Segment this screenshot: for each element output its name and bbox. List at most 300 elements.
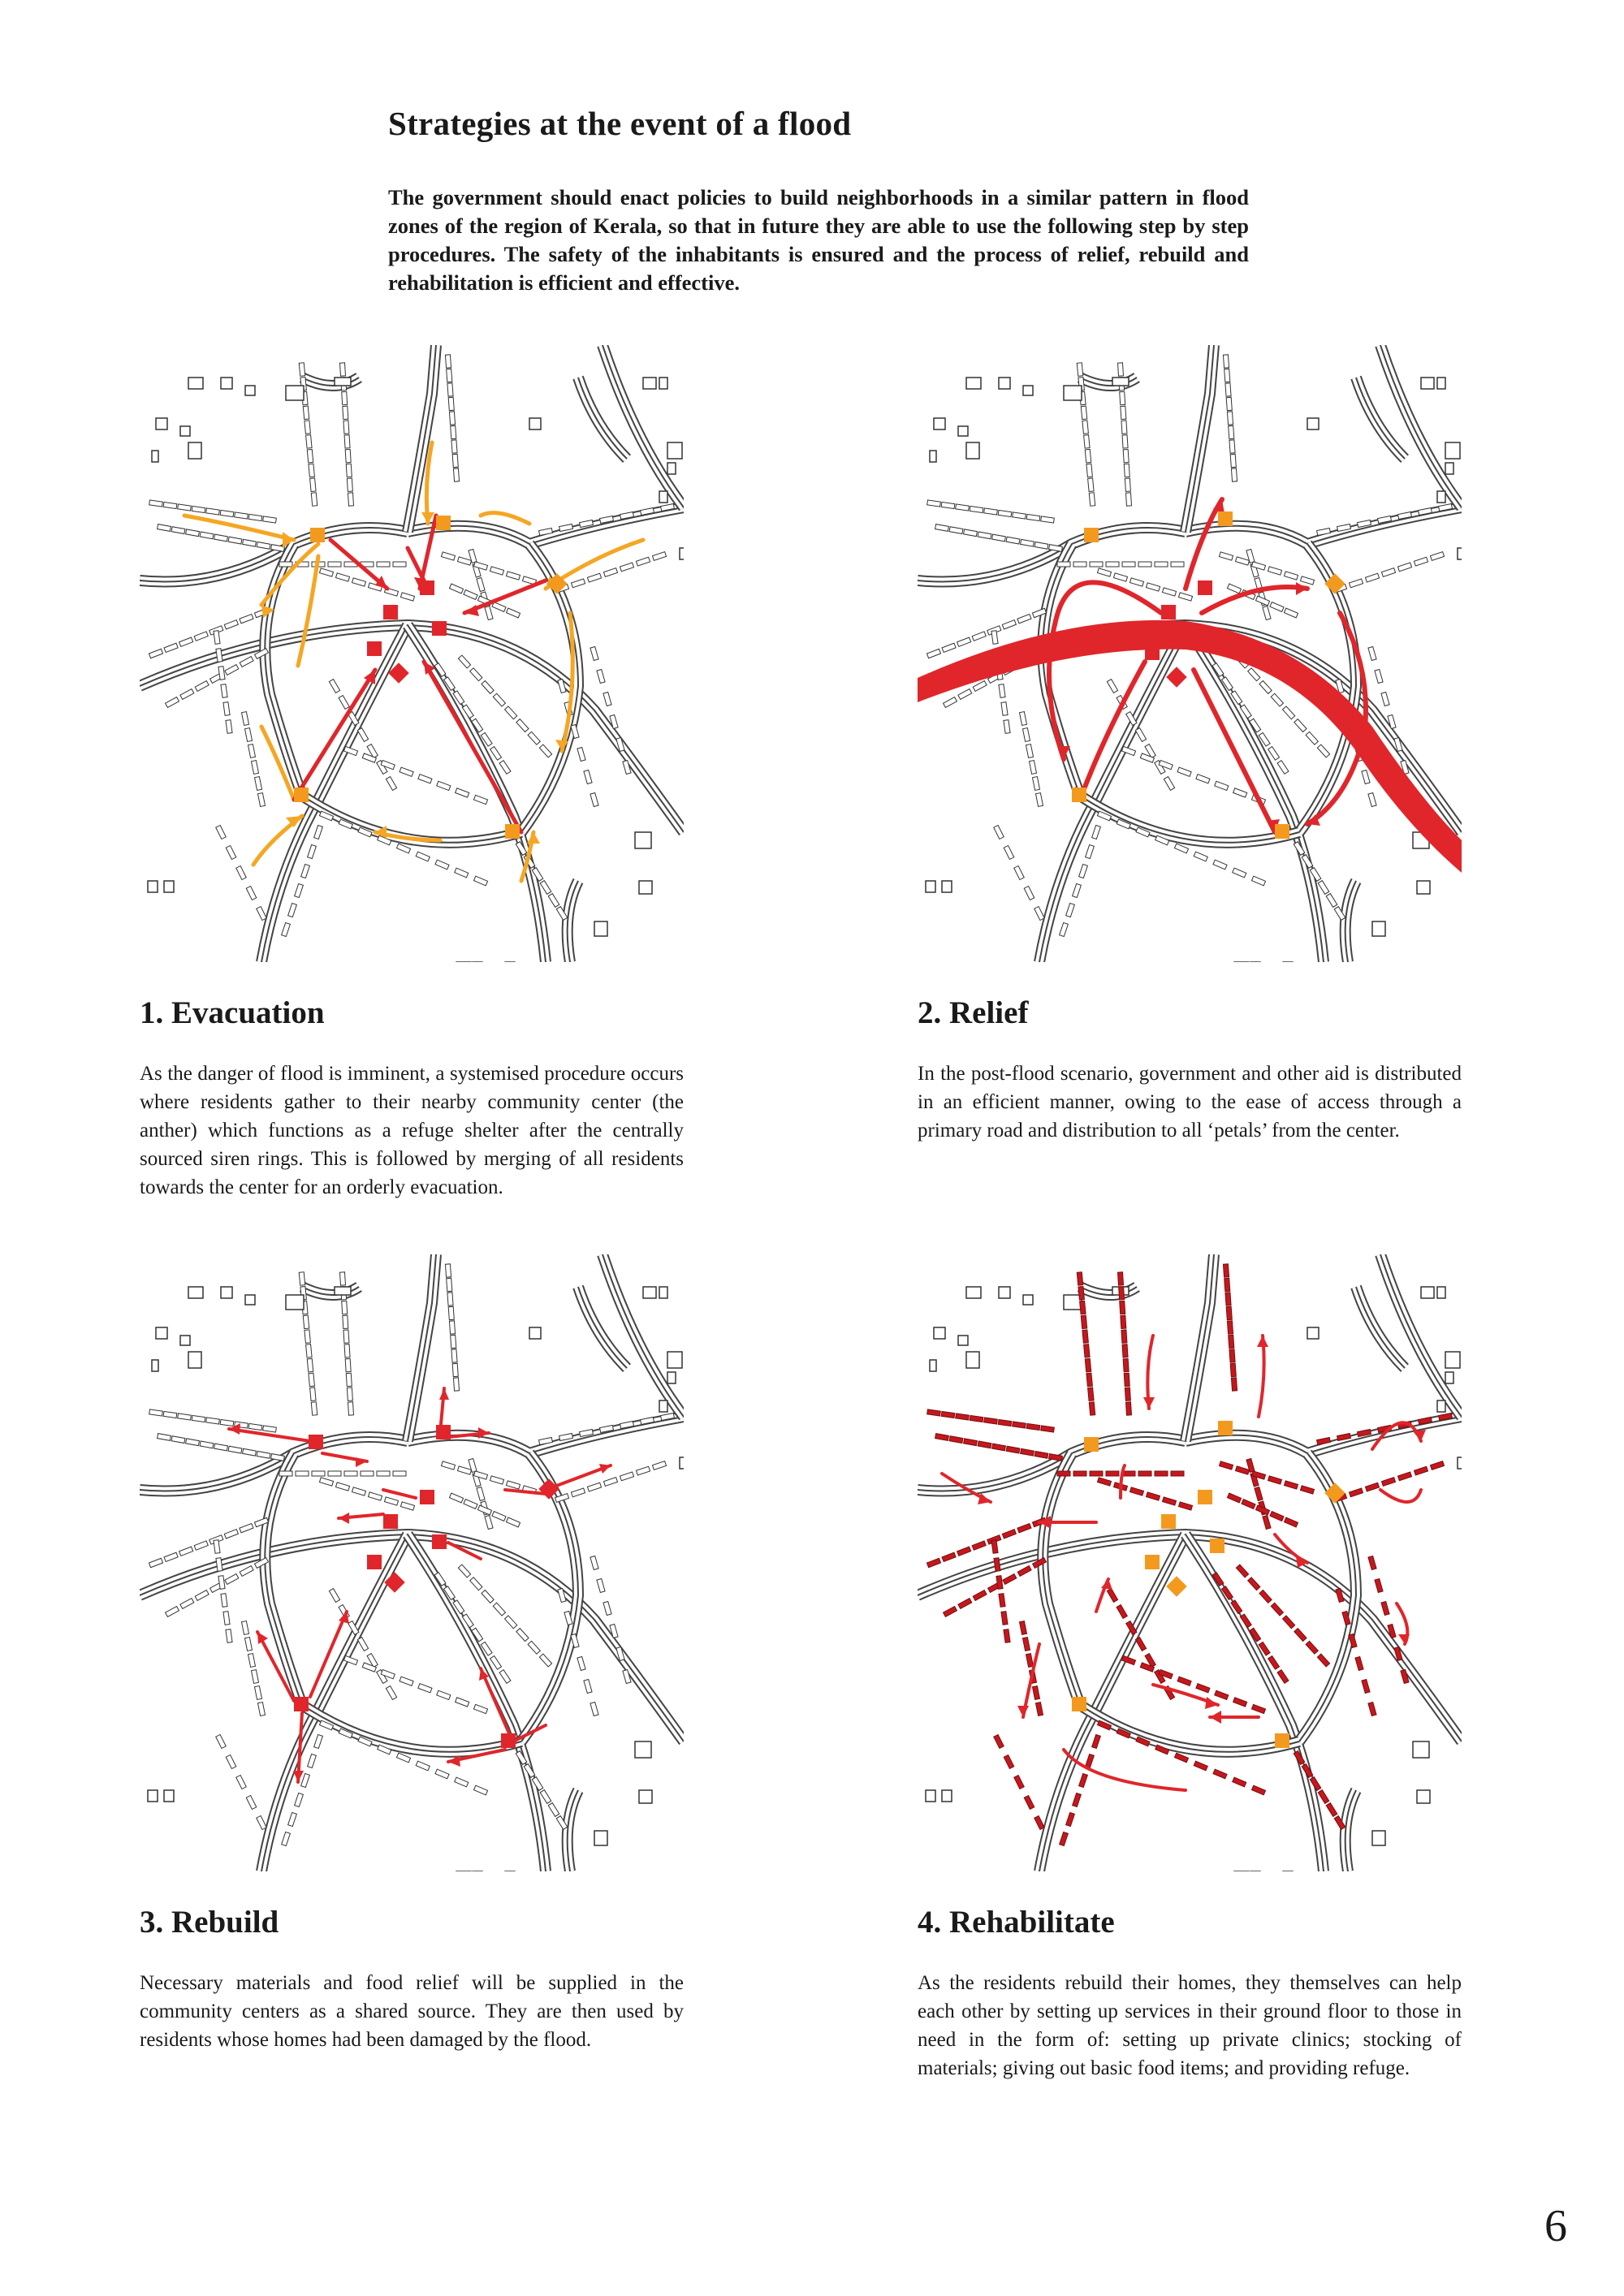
house	[999, 684, 1005, 698]
house	[1224, 369, 1230, 382]
house	[301, 1773, 310, 1787]
house	[226, 1755, 236, 1769]
building	[635, 1741, 651, 1758]
house	[1126, 493, 1132, 506]
building	[942, 1790, 952, 1802]
house	[458, 655, 470, 668]
house	[1032, 1686, 1039, 1700]
house	[226, 846, 236, 860]
house	[942, 1552, 956, 1561]
house	[485, 1515, 493, 1529]
house	[1086, 844, 1095, 858]
house	[214, 534, 228, 542]
road	[1080, 1705, 1299, 1752]
road	[1039, 625, 1186, 962]
house	[493, 693, 505, 706]
house	[171, 527, 185, 534]
house	[1125, 1388, 1130, 1400]
house	[299, 1272, 304, 1285]
house	[240, 657, 253, 667]
house	[306, 435, 312, 448]
house	[244, 728, 252, 742]
house	[1194, 1761, 1207, 1771]
house	[978, 532, 991, 539]
house	[220, 510, 234, 516]
evacuation-map	[140, 345, 684, 962]
house	[1268, 1476, 1281, 1484]
house	[973, 1590, 987, 1601]
house	[164, 643, 178, 652]
house	[457, 557, 471, 565]
house	[214, 1540, 220, 1554]
house	[216, 1735, 227, 1749]
house	[1004, 1629, 1010, 1643]
house	[224, 620, 238, 629]
house	[158, 524, 171, 532]
house	[1135, 1638, 1146, 1651]
house	[577, 1656, 585, 1670]
house	[447, 1278, 452, 1291]
house	[295, 1793, 304, 1806]
house	[163, 502, 177, 508]
house	[1368, 1702, 1376, 1716]
house	[1284, 1481, 1298, 1489]
house	[1277, 1670, 1289, 1684]
house	[493, 1603, 505, 1616]
house	[1224, 1278, 1230, 1291]
house	[223, 702, 230, 716]
house	[571, 579, 585, 588]
building	[1372, 921, 1385, 936]
house	[452, 454, 458, 467]
house	[1306, 732, 1318, 744]
house	[571, 1488, 585, 1497]
house	[970, 506, 983, 512]
house	[186, 1439, 200, 1446]
building	[1023, 1295, 1033, 1305]
house	[506, 1481, 520, 1489]
house	[1022, 728, 1030, 742]
house	[1078, 1287, 1084, 1300]
house	[1073, 1793, 1082, 1806]
house	[449, 412, 455, 425]
house	[1248, 668, 1260, 681]
panel-heading: 2. Relief	[918, 995, 1029, 1030]
building	[1437, 1400, 1445, 1412]
house	[348, 1402, 354, 1415]
road	[261, 625, 408, 962]
building	[1417, 881, 1430, 894]
house	[1283, 1616, 1295, 1629]
house	[1073, 1471, 1086, 1476]
house	[1349, 579, 1363, 588]
house	[352, 1487, 365, 1495]
house	[1017, 1523, 1031, 1532]
building	[1023, 386, 1033, 395]
house	[437, 781, 451, 790]
house	[449, 1493, 463, 1503]
house	[319, 568, 333, 576]
house	[970, 1415, 983, 1422]
house	[1171, 1471, 1184, 1476]
house	[1002, 620, 1016, 629]
building	[245, 1295, 255, 1305]
house	[357, 728, 368, 742]
house	[251, 761, 258, 775]
house	[192, 1415, 205, 1422]
house	[435, 1769, 449, 1779]
road	[603, 345, 684, 507]
house	[448, 1306, 454, 1319]
house	[1355, 1656, 1363, 1670]
house	[1215, 781, 1229, 790]
house	[620, 1472, 633, 1481]
house	[304, 421, 310, 434]
house	[590, 1702, 598, 1716]
house	[1086, 1373, 1092, 1386]
house	[1268, 747, 1280, 761]
house	[941, 1411, 955, 1418]
house	[236, 866, 247, 880]
house	[241, 1621, 248, 1635]
house	[482, 680, 494, 693]
panel-relief	[918, 345, 1462, 1142]
house	[453, 468, 459, 481]
house	[449, 1321, 455, 1334]
house	[1231, 468, 1237, 481]
house	[418, 775, 432, 783]
house	[1086, 464, 1092, 477]
house	[470, 1577, 482, 1590]
house	[445, 355, 451, 368]
house	[223, 1612, 230, 1625]
house	[441, 1461, 455, 1470]
house	[506, 572, 520, 580]
building	[1445, 463, 1453, 474]
house	[279, 1471, 292, 1476]
house	[228, 537, 242, 544]
house	[1294, 1629, 1307, 1642]
house	[1041, 1426, 1055, 1432]
house	[1326, 1803, 1337, 1817]
building	[221, 1287, 232, 1298]
house	[477, 1487, 485, 1500]
road	[408, 1254, 436, 1441]
house	[339, 696, 349, 710]
house	[342, 1301, 348, 1314]
house	[1060, 922, 1069, 936]
house	[329, 1589, 339, 1603]
house	[451, 425, 456, 438]
house	[194, 1541, 208, 1550]
house	[310, 478, 316, 491]
panel-body: Necessary materials and food relief will be supplied in the community centers as a shared source. They are then used by residents whose homes had been damaged by the flood.	[140, 1972, 684, 2051]
house	[288, 903, 297, 917]
house	[1057, 1471, 1070, 1476]
relief-map	[918, 345, 1462, 962]
house	[225, 665, 239, 675]
building	[245, 386, 255, 395]
house	[221, 684, 227, 698]
house	[1155, 562, 1168, 567]
house	[1233, 788, 1247, 797]
house	[314, 1734, 323, 1748]
house	[254, 777, 261, 791]
house	[1084, 435, 1090, 448]
house	[1022, 1638, 1030, 1651]
house	[386, 777, 396, 791]
building	[659, 378, 667, 389]
house	[1271, 1603, 1283, 1616]
panel-evacuation	[140, 345, 684, 1198]
building	[667, 442, 682, 459]
building	[1417, 1790, 1430, 1803]
house	[935, 1434, 949, 1441]
house	[447, 383, 453, 396]
house	[345, 449, 351, 462]
house	[1085, 1358, 1091, 1371]
house	[991, 631, 998, 645]
house	[458, 1564, 470, 1577]
house	[1107, 1589, 1117, 1603]
house	[451, 440, 457, 453]
house	[1029, 761, 1036, 775]
house	[1259, 1590, 1272, 1603]
panel-body: In the post-flood scenario, government and other aid is distributed in an efficient manner, owing to the ease of access through a primary road and distribution to all ‘petals’ from the center.	[918, 1063, 1462, 1142]
house	[590, 646, 598, 660]
house	[499, 1670, 511, 1684]
house	[1414, 557, 1427, 566]
house	[1300, 576, 1314, 585]
house	[505, 706, 517, 719]
house	[225, 1574, 239, 1585]
house	[307, 449, 313, 462]
house	[1233, 1698, 1247, 1707]
house	[456, 1698, 469, 1707]
house	[958, 689, 972, 700]
house	[1365, 573, 1379, 582]
building	[286, 386, 304, 400]
house	[1174, 844, 1188, 853]
house	[368, 1492, 382, 1500]
house	[1270, 602, 1284, 612]
panel-heading: 1. Evacuation	[140, 995, 325, 1030]
rebuilt-homes	[926, 1264, 1452, 1846]
building	[1437, 491, 1445, 503]
house	[540, 1790, 551, 1804]
house	[949, 527, 963, 534]
house	[455, 1777, 469, 1787]
house	[345, 1358, 351, 1371]
house	[343, 1315, 348, 1328]
house	[416, 852, 430, 861]
house	[1118, 1272, 1124, 1285]
building	[188, 1352, 201, 1368]
house	[1034, 1452, 1048, 1459]
rebuild-map	[140, 1254, 684, 1871]
house	[279, 562, 292, 567]
house	[992, 534, 1006, 542]
road	[1039, 1534, 1186, 1871]
panel-body: As the danger of flood is imminent, a systemised procedure occurs where residents gather to their nearby community center (the anther) which functions as a refuge shelter after the centrally sourced siren rings. This is followed by merging of all residents towards the center for an orderly evacuation.	[140, 1063, 684, 1198]
house	[973, 681, 987, 692]
house	[311, 1402, 317, 1415]
building	[286, 1295, 304, 1310]
house	[941, 502, 955, 508]
house	[310, 1388, 316, 1400]
house	[1089, 493, 1095, 506]
house	[1381, 1478, 1395, 1487]
house	[956, 504, 970, 511]
house	[228, 1446, 242, 1453]
house	[1066, 903, 1075, 917]
road	[265, 544, 302, 796]
house	[149, 1558, 162, 1567]
house	[528, 732, 540, 744]
house	[179, 637, 193, 646]
building	[643, 378, 656, 389]
house	[1097, 1478, 1111, 1486]
house	[958, 1599, 972, 1609]
house	[1126, 1402, 1132, 1415]
house	[1084, 1344, 1090, 1357]
house	[1233, 868, 1246, 878]
house	[1230, 1363, 1236, 1376]
house	[347, 478, 352, 491]
building	[639, 1790, 652, 1803]
house	[492, 602, 506, 612]
house	[192, 506, 205, 512]
house	[1194, 852, 1207, 861]
building	[164, 881, 174, 892]
house	[548, 894, 559, 908]
house	[1178, 1502, 1192, 1510]
house	[195, 681, 209, 692]
house	[1146, 583, 1160, 591]
house	[1251, 1704, 1265, 1713]
house	[949, 1436, 963, 1444]
house	[1219, 1461, 1233, 1470]
house	[304, 1330, 310, 1343]
house	[1001, 702, 1008, 716]
house	[257, 793, 265, 807]
house	[1251, 1785, 1265, 1795]
house	[452, 1363, 458, 1376]
panel-body: As the residents rebuild their homes, they themselves can help each other by setting up services in their ground floor to those in need in the form of: setting up private clinics; stocking of materials; giving out basic food items; and providing refuge.	[918, 1972, 1462, 2079]
house	[1270, 1512, 1284, 1521]
house	[248, 1654, 255, 1668]
house	[180, 1599, 194, 1609]
house	[1019, 1621, 1026, 1635]
house	[1306, 1641, 1318, 1654]
house	[1271, 693, 1283, 706]
building	[335, 378, 351, 386]
house	[342, 391, 348, 404]
house	[257, 1816, 267, 1830]
house	[1118, 363, 1124, 376]
house	[590, 792, 598, 806]
house	[400, 593, 414, 601]
house	[206, 1418, 220, 1424]
house	[340, 363, 346, 376]
house	[1213, 1769, 1227, 1779]
house	[1004, 846, 1014, 860]
building	[659, 491, 667, 503]
house	[1229, 1349, 1235, 1362]
house	[149, 649, 162, 658]
house	[1034, 1816, 1045, 1830]
house	[587, 573, 601, 582]
house	[1035, 793, 1043, 807]
house	[944, 697, 957, 708]
house	[1236, 1564, 1248, 1577]
house	[235, 512, 248, 519]
house	[240, 1523, 253, 1532]
house	[1213, 860, 1227, 870]
house	[343, 1330, 349, 1343]
house	[1021, 539, 1034, 546]
house	[149, 1409, 163, 1416]
house	[1124, 1373, 1129, 1386]
house	[178, 504, 192, 511]
house	[548, 1803, 559, 1817]
house	[1368, 792, 1376, 806]
house	[1089, 1402, 1095, 1415]
building	[999, 378, 1010, 389]
house	[243, 1448, 257, 1456]
house	[1013, 512, 1026, 519]
house	[1123, 449, 1129, 462]
house	[1129, 578, 1143, 586]
house	[1177, 767, 1191, 776]
house	[1026, 514, 1040, 520]
house	[1034, 542, 1048, 550]
building	[667, 1372, 676, 1383]
house	[246, 1796, 257, 1810]
house	[226, 1629, 232, 1643]
building	[529, 418, 541, 429]
house	[226, 720, 232, 734]
house	[361, 1471, 374, 1476]
house	[377, 1471, 390, 1476]
house	[214, 631, 220, 645]
road	[1186, 345, 1214, 532]
house	[1317, 1654, 1329, 1667]
building	[643, 1287, 656, 1298]
house	[451, 1349, 457, 1362]
intro-paragraph: The government should enact policies to build neighborhoods in a similar pattern in flood zones of the region of Kerala, so that in future they are able to use the following step by step procedures. The safety of the inhabitants is ensured and the process of relief, rebuild and rehabilitation is efficient and effective.	[388, 185, 1249, 295]
house	[1263, 1515, 1271, 1529]
house	[248, 1423, 262, 1430]
road	[1380, 345, 1462, 507]
house	[597, 669, 605, 683]
house	[1122, 562, 1135, 567]
house	[1017, 614, 1031, 623]
house	[328, 1471, 341, 1476]
building	[958, 426, 968, 436]
house	[1116, 1605, 1127, 1619]
house	[1178, 593, 1192, 601]
building	[966, 442, 979, 459]
house	[964, 529, 978, 537]
house	[1196, 775, 1210, 783]
house	[1225, 383, 1231, 396]
house	[991, 1540, 998, 1554]
building	[594, 921, 607, 936]
building	[156, 1327, 167, 1339]
house	[311, 493, 317, 506]
panel-heading: 4. Rehabilitate	[918, 1905, 1115, 1940]
